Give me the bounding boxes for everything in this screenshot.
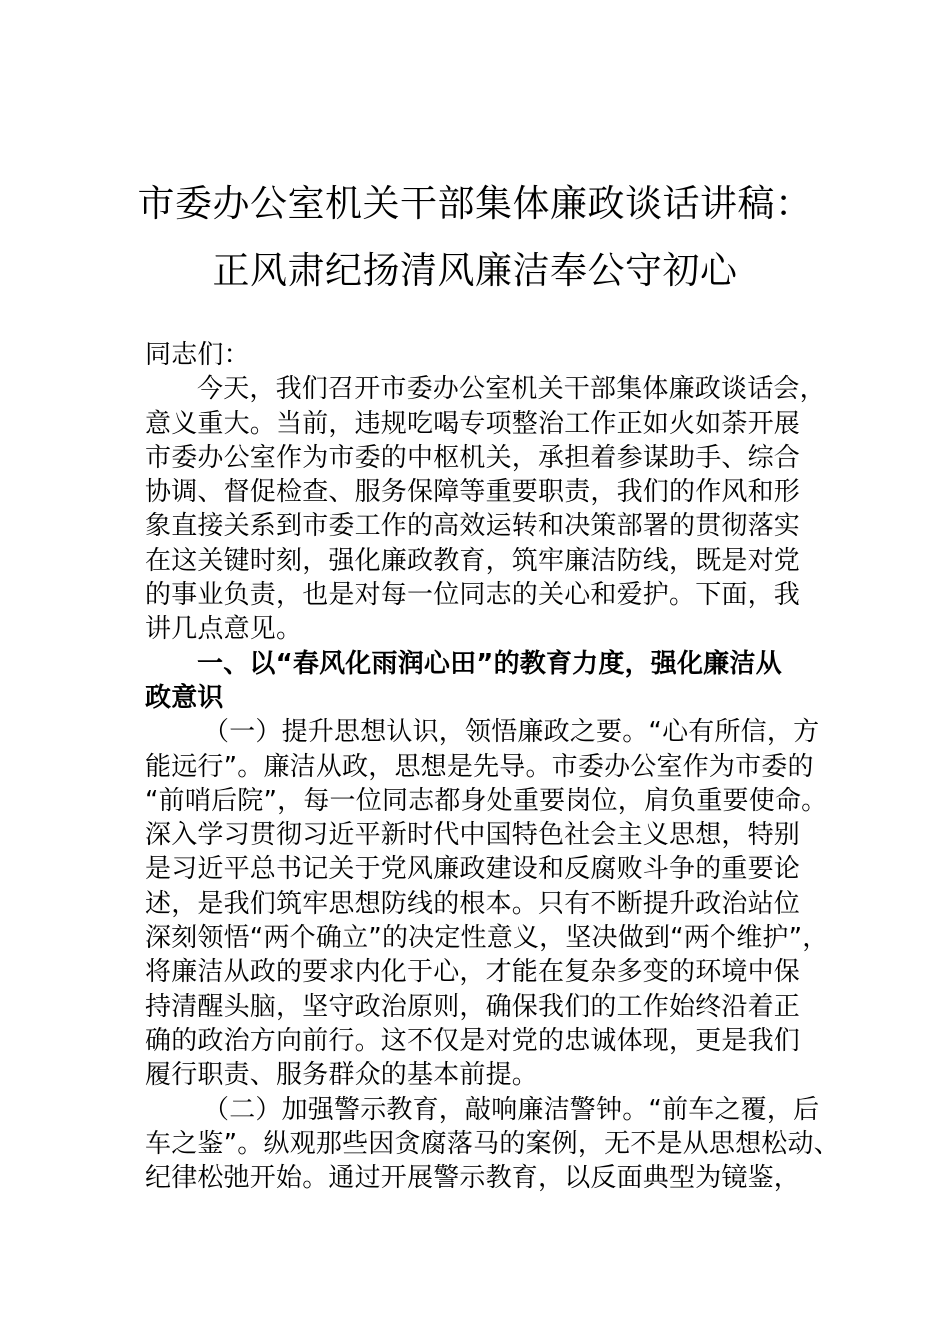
section-heading: 一、以“春风化雨润心田”的教育力度，强化廉洁从	[197, 648, 782, 679]
paragraph-line: 车之鉴”。纵观那些因贪腐落马的案例，无不是从思想松动、	[145, 1128, 840, 1159]
salutation: 同志们：	[145, 340, 250, 370]
paragraph-line: 意义重大。当前，违规吃喝专项整治工作正如火如荼开展	[145, 408, 801, 439]
paragraph-line: “前哨后院”，每一位同志都身处重要岗位，肩负重要使命。	[145, 785, 828, 816]
paragraph-line: 将廉洁从政的要求内化于心，才能在复杂多变的环境中保	[145, 957, 801, 988]
paragraph-line: 今天，我们召开市委办公室机关干部集体廉政谈话会，	[197, 374, 826, 405]
paragraph-line: 深刻领悟“两个确立”的决定性意义，坚决做到“两个维护”，	[145, 923, 829, 954]
paragraph-line: 市委办公室作为市委的中枢机关，承担着参谋助手、综合	[145, 442, 801, 473]
paragraph-line: 协调、督促检查、服务保障等重要职责，我们的作风和形	[145, 477, 801, 508]
document-title-line-1: 市委办公室机关干部集体廉政谈话讲稿：	[137, 182, 813, 225]
paragraph-line: 能远行”。廉洁从政，思想是先导。市委办公室作为市委的	[145, 751, 814, 782]
paragraph-line: 是习近平总书记关于党风廉政建设和反腐败斗争的重要论	[145, 854, 801, 885]
paragraph-line: 纪律松弛开始。通过开展警示教育，以反面典型为镜鉴，	[145, 1163, 801, 1194]
paragraph-line: （一）提升思想认识，领悟廉政之要。“心有所信，方	[203, 717, 820, 748]
paragraph-line: 象直接关系到市委工作的高效运转和决策部署的贯彻落实	[145, 511, 801, 542]
section-heading: 政意识	[145, 682, 224, 713]
paragraph-line: 讲几点意见。	[145, 614, 303, 645]
document-body	[145, 338, 840, 1195]
paragraph-line: 深入学习贯彻习近平新时代中国特色社会主义思想，特别	[145, 820, 801, 851]
paragraph-line: 确的政治方向前行。这不仅是对党的忠诚体现，更是我们	[145, 1025, 801, 1056]
paragraph-line: 在这关键时刻，强化廉政教育，筑牢廉洁防线，既是对党	[145, 545, 801, 576]
paragraph-line: 的事业负责，也是对每一位同志的关心和爱护。下面，我	[145, 580, 801, 611]
paragraph-line: 述，是我们筑牢思想防线的根本。只有不断提升政治站位	[145, 888, 801, 919]
paragraph-line: 持清醒头脑，坚守政治原则，确保我们的工作始终沿着正	[145, 991, 801, 1022]
document-title-line-2: 正风肃纪扬清风廉洁奉公守初心	[212, 249, 738, 292]
paragraph-line: 履行职责、服务群众的基本前提。	[145, 1060, 539, 1091]
paragraph-line: （二）加强警示教育，敲响廉洁警钟。“前车之覆，后	[203, 1094, 820, 1125]
